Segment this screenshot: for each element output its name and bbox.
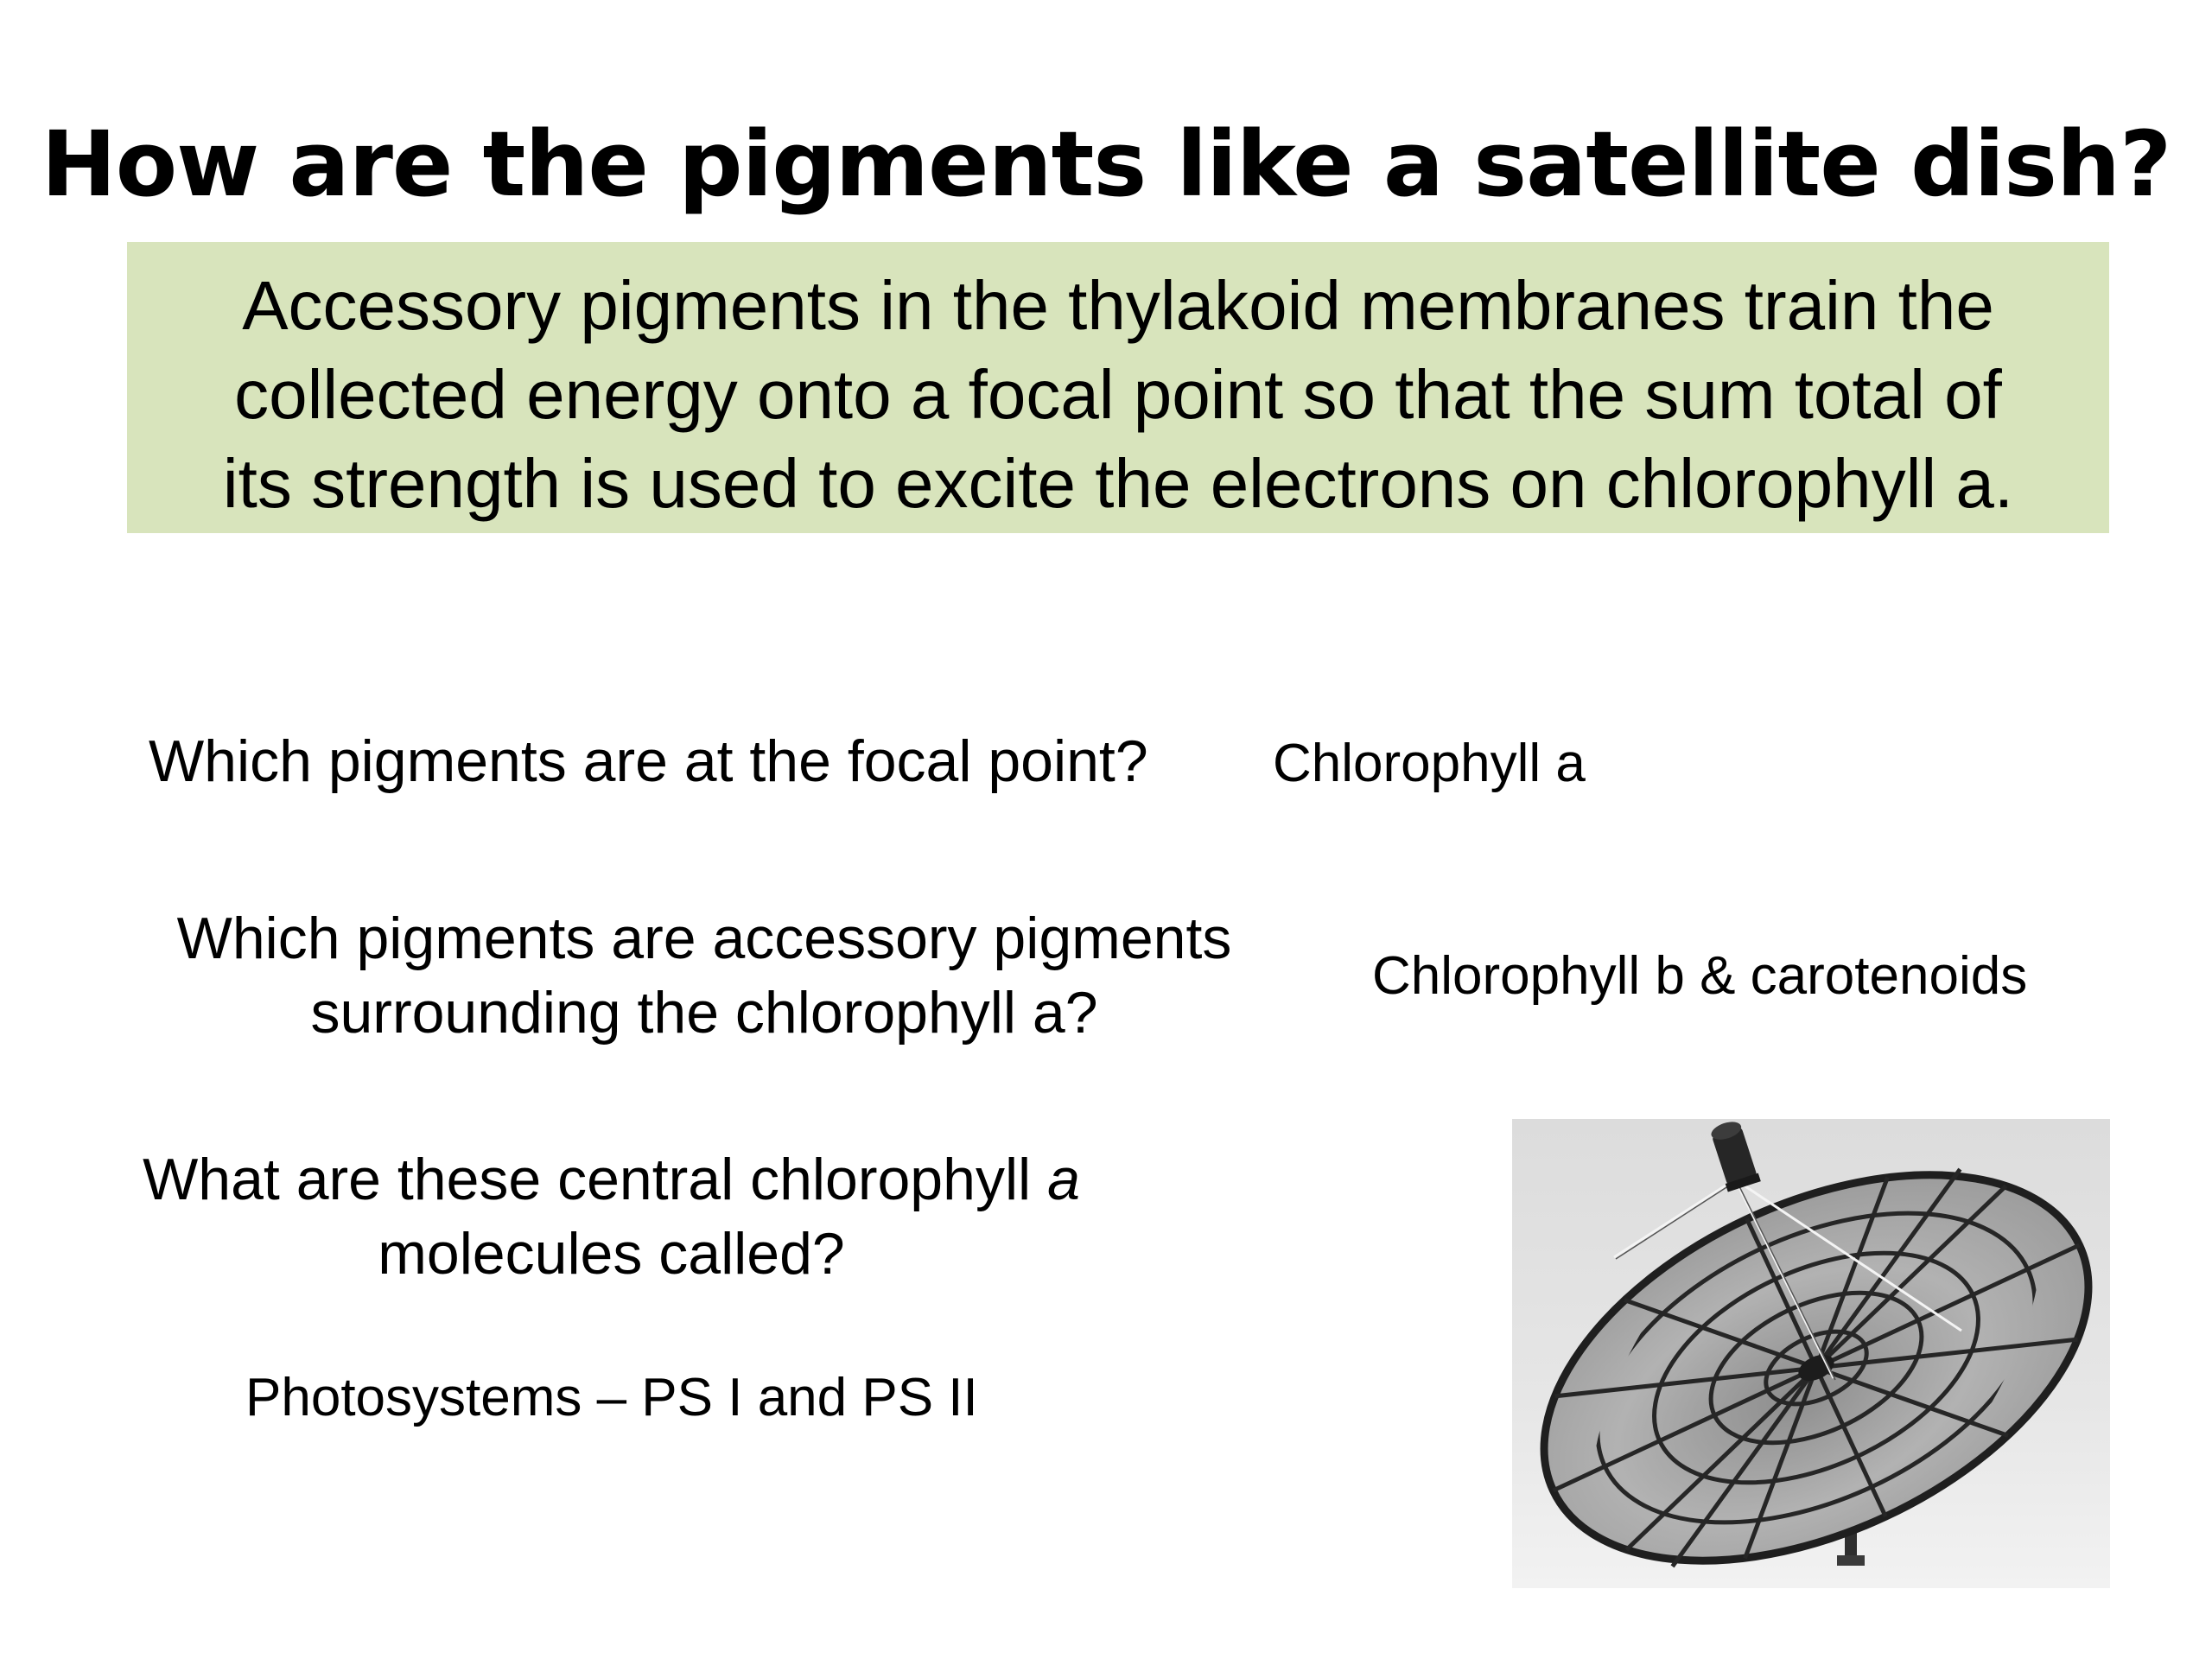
question-central-molecules — [86, 1142, 1136, 1291]
definition-callout — [127, 242, 2109, 533]
question-line: Which pigments are accessory pigments — [176, 906, 1232, 971]
question-accessory-pigments — [130, 901, 1279, 1050]
callout-line: collected energy onto a focal point so that the sum total of — [234, 356, 2002, 433]
question-text: What are these central chlorophyll — [143, 1147, 1048, 1212]
slide-title: How are the pigments like a satellite dish? — [41, 111, 2171, 217]
answer-accessory-pigments: Chlorophyll b & carotenoids — [1372, 946, 2028, 1006]
callout-line: Accessory pigments in the thylakoid membranes train the — [242, 267, 1994, 344]
question-line — [86, 1142, 1136, 1217]
italic-a: a — [1047, 1147, 1080, 1212]
question-focal-point — [149, 724, 1148, 798]
callout-line: its strength is used to excite the electrons on chlorophyll a. — [222, 445, 2014, 522]
question-line: molecules called? — [378, 1221, 845, 1287]
question-line: surrounding the chlorophyll a? — [310, 980, 1098, 1046]
answer-central-molecules: Photosystems – PS I and PS II — [245, 1368, 978, 1427]
satellite-dish-image — [1512, 1119, 2110, 1588]
question-line: Which pigments are at the focal point? — [149, 728, 1148, 794]
answer-focal-point: Chlorophyll a — [1273, 734, 1586, 793]
